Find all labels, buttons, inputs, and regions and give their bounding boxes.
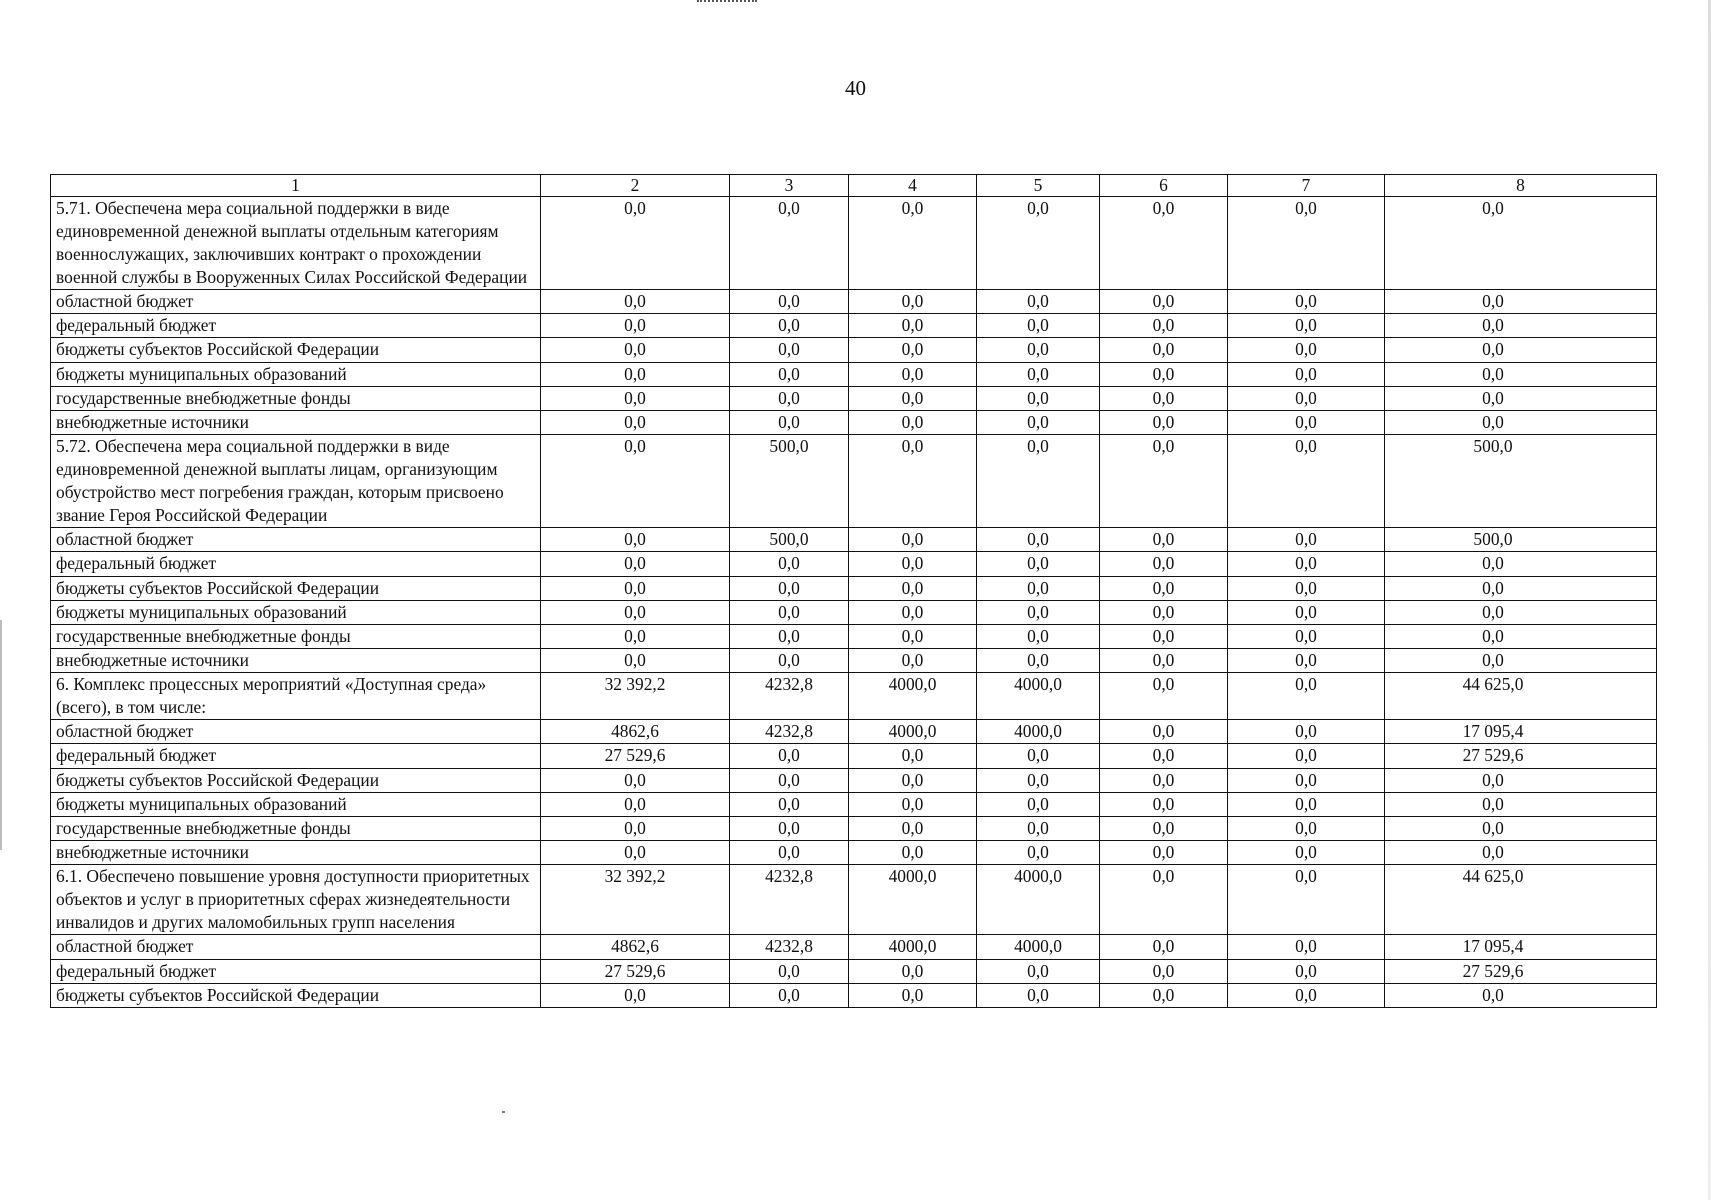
value-cell-col-6: 0,0: [1100, 817, 1228, 841]
value-cell-col-6: 0,0: [1100, 673, 1228, 720]
value-cell-col-8: 0,0: [1385, 600, 1657, 624]
value-cell-col-3: 4232,8: [730, 865, 849, 935]
table-row-source: [51, 552, 1657, 576]
funding-source-cell: бюджеты субъектов Российской Федерации: [51, 338, 541, 362]
column-number-1: 1: [51, 175, 541, 197]
funding-source-cell: бюджеты муниципальных образований: [51, 792, 541, 816]
column-number-7: 7: [1228, 175, 1385, 197]
value-cell-col-5: 0,0: [977, 290, 1100, 314]
value-cell-col-8: 0,0: [1385, 552, 1657, 576]
value-cell-col-3: 0,0: [730, 959, 849, 983]
scan-artifact-left-edge: [0, 620, 2, 850]
value-cell-col-7: 0,0: [1228, 290, 1385, 314]
value-cell-col-5: 0,0: [977, 386, 1100, 410]
value-cell-col-8: 0,0: [1385, 792, 1657, 816]
value-cell-col-4: 0,0: [849, 600, 977, 624]
value-cell-col-5: 4000,0: [977, 720, 1100, 744]
table-row-source: [51, 720, 1657, 744]
column-number-3: 3: [730, 175, 849, 197]
value-cell-col-5: 0,0: [977, 314, 1100, 338]
value-cell-col-4: 0,0: [849, 362, 977, 386]
value-cell-col-3: 0,0: [730, 410, 849, 434]
value-cell-col-5: 0,0: [977, 768, 1100, 792]
value-cell-col-6: 0,0: [1100, 768, 1228, 792]
value-cell-col-8: 0,0: [1385, 624, 1657, 648]
value-cell-col-7: 0,0: [1228, 600, 1385, 624]
value-cell-col-2: 0,0: [541, 649, 730, 673]
value-cell-col-2: 0,0: [541, 528, 730, 552]
value-cell-col-3: 0,0: [730, 290, 849, 314]
item-name-cell: 6.1. Обеспечено повышение уровня доступности приоритетных объектов и услуг в приоритетных сферах жизнедеятельности инвалидов и других маломобильных групп населения: [51, 865, 541, 935]
value-cell-col-7: 0,0: [1228, 197, 1385, 290]
value-cell-col-2: 0,0: [541, 552, 730, 576]
table-row-source: [51, 600, 1657, 624]
value-cell-col-7: 0,0: [1228, 528, 1385, 552]
value-cell-col-6: 0,0: [1100, 552, 1228, 576]
value-cell-col-2: 0,0: [541, 624, 730, 648]
value-cell-col-7: 0,0: [1228, 362, 1385, 386]
value-cell-col-2: 0,0: [541, 792, 730, 816]
page-number: 40: [845, 76, 866, 100]
value-cell-col-8: 0,0: [1385, 768, 1657, 792]
value-cell-col-6: 0,0: [1100, 744, 1228, 768]
value-cell-col-2: 27 529,6: [541, 744, 730, 768]
value-cell-col-2: 0,0: [541, 338, 730, 362]
value-cell-col-6: 0,0: [1100, 720, 1228, 744]
column-number-2: 2: [541, 175, 730, 197]
value-cell-col-3: 4232,8: [730, 673, 849, 720]
value-cell-col-6: 0,0: [1100, 959, 1228, 983]
funding-source-cell: внебюджетные источники: [51, 649, 541, 673]
value-cell-col-2: 0,0: [541, 314, 730, 338]
value-cell-col-6: 0,0: [1100, 983, 1228, 1007]
item-name-cell: 5.71. Обеспечена мера социальной поддержки в виде единовременной денежной выплаты отдельным категориям военнослужащих, заключивших контракт о прохождении военной службы в Вооруженных Силах Российской Федерации: [51, 197, 541, 290]
value-cell-col-7: 0,0: [1228, 624, 1385, 648]
value-cell-col-5: 0,0: [977, 817, 1100, 841]
item-name-cell: 6. Комплекс процессных мероприятий «Доступная среда» (всего), в том числе:: [51, 673, 541, 720]
value-cell-col-6: 0,0: [1100, 576, 1228, 600]
value-cell-col-3: 0,0: [730, 817, 849, 841]
value-cell-col-3: 0,0: [730, 768, 849, 792]
table-row-item: [51, 197, 1657, 290]
value-cell-col-4: 0,0: [849, 552, 977, 576]
value-cell-col-7: 0,0: [1228, 792, 1385, 816]
table-row-source: [51, 768, 1657, 792]
value-cell-col-3: 500,0: [730, 528, 849, 552]
value-cell-col-6: 0,0: [1100, 600, 1228, 624]
value-cell-col-3: 0,0: [730, 338, 849, 362]
column-number-8: 8: [1385, 175, 1657, 197]
value-cell-col-8: 0,0: [1385, 290, 1657, 314]
table-row-item: [51, 435, 1657, 528]
table-row-source: [51, 528, 1657, 552]
value-cell-col-4: 0,0: [849, 410, 977, 434]
value-cell-col-7: 0,0: [1228, 983, 1385, 1007]
funding-source-cell: федеральный бюджет: [51, 959, 541, 983]
value-cell-col-8: 0,0: [1385, 338, 1657, 362]
value-cell-col-7: 0,0: [1228, 435, 1385, 528]
item-name-cell: 5.72. Обеспечена мера социальной поддержки в виде единовременной денежной выплаты лицам, организующим обустройство мест погребения граждан, которым присвоено звание Героя Российской Федерации: [51, 435, 541, 528]
value-cell-col-7: 0,0: [1228, 865, 1385, 935]
funding-source-cell: федеральный бюджет: [51, 744, 541, 768]
value-cell-col-8: 17 095,4: [1385, 720, 1657, 744]
value-cell-col-2: 0,0: [541, 768, 730, 792]
column-number-5: 5: [977, 175, 1100, 197]
value-cell-col-2: 0,0: [541, 386, 730, 410]
value-cell-col-7: 0,0: [1228, 720, 1385, 744]
value-cell-col-3: 0,0: [730, 983, 849, 1007]
value-cell-col-5: 0,0: [977, 959, 1100, 983]
value-cell-col-5: 0,0: [977, 362, 1100, 386]
value-cell-col-4: 0,0: [849, 817, 977, 841]
value-cell-col-2: 0,0: [541, 576, 730, 600]
value-cell-col-8: 27 529,6: [1385, 744, 1657, 768]
value-cell-col-4: 0,0: [849, 528, 977, 552]
value-cell-col-8: 0,0: [1385, 410, 1657, 434]
value-cell-col-4: 0,0: [849, 576, 977, 600]
value-cell-col-7: 0,0: [1228, 386, 1385, 410]
value-cell-col-2: 0,0: [541, 435, 730, 528]
value-cell-col-5: 0,0: [977, 983, 1100, 1007]
value-cell-col-8: 0,0: [1385, 841, 1657, 865]
funding-source-cell: внебюджетные источники: [51, 410, 541, 434]
value-cell-col-2: 0,0: [541, 983, 730, 1007]
value-cell-col-2: 0,0: [541, 362, 730, 386]
value-cell-col-3: 0,0: [730, 600, 849, 624]
funding-source-cell: бюджеты субъектов Российской Федерации: [51, 576, 541, 600]
table-row-source: [51, 841, 1657, 865]
budget-table-body: [51, 175, 1657, 1008]
value-cell-col-4: 0,0: [849, 197, 977, 290]
funding-source-cell: областной бюджет: [51, 935, 541, 959]
table-row-source: [51, 817, 1657, 841]
funding-source-cell: федеральный бюджет: [51, 552, 541, 576]
value-cell-col-3: 0,0: [730, 576, 849, 600]
table-row-source: [51, 576, 1657, 600]
table-row-source: [51, 338, 1657, 362]
table-row-source: [51, 792, 1657, 816]
value-cell-col-5: 0,0: [977, 338, 1100, 362]
value-cell-col-3: 0,0: [730, 841, 849, 865]
value-cell-col-6: 0,0: [1100, 197, 1228, 290]
value-cell-col-8: 27 529,6: [1385, 959, 1657, 983]
value-cell-col-6: 0,0: [1100, 314, 1228, 338]
value-cell-col-8: 44 625,0: [1385, 865, 1657, 935]
value-cell-col-4: 0,0: [849, 983, 977, 1007]
value-cell-col-2: 4862,6: [541, 720, 730, 744]
value-cell-col-4: 0,0: [849, 386, 977, 410]
value-cell-col-2: 0,0: [541, 410, 730, 434]
value-cell-col-4: 4000,0: [849, 720, 977, 744]
value-cell-col-2: 0,0: [541, 841, 730, 865]
column-number-4: 4: [849, 175, 977, 197]
value-cell-col-6: 0,0: [1100, 338, 1228, 362]
value-cell-col-7: 0,0: [1228, 817, 1385, 841]
value-cell-col-6: 0,0: [1100, 362, 1228, 386]
value-cell-col-5: 0,0: [977, 435, 1100, 528]
table-row-source: [51, 410, 1657, 434]
value-cell-col-3: 4232,8: [730, 720, 849, 744]
value-cell-col-6: 0,0: [1100, 290, 1228, 314]
value-cell-col-7: 0,0: [1228, 673, 1385, 720]
value-cell-col-4: 4000,0: [849, 865, 977, 935]
value-cell-col-8: 0,0: [1385, 649, 1657, 673]
funding-source-cell: внебюджетные источники: [51, 841, 541, 865]
budget-table: [50, 174, 1657, 1008]
value-cell-col-7: 0,0: [1228, 959, 1385, 983]
table-row-source: [51, 959, 1657, 983]
value-cell-col-6: 0,0: [1100, 865, 1228, 935]
funding-source-cell: областной бюджет: [51, 290, 541, 314]
value-cell-col-3: 0,0: [730, 386, 849, 410]
value-cell-col-5: 0,0: [977, 410, 1100, 434]
value-cell-col-4: 0,0: [849, 314, 977, 338]
value-cell-col-5: 0,0: [977, 576, 1100, 600]
table-row-source: [51, 649, 1657, 673]
value-cell-col-8: 0,0: [1385, 314, 1657, 338]
funding-source-cell: областной бюджет: [51, 528, 541, 552]
value-cell-col-4: 0,0: [849, 435, 977, 528]
value-cell-col-2: 32 392,2: [541, 673, 730, 720]
value-cell-col-6: 0,0: [1100, 935, 1228, 959]
value-cell-col-3: 0,0: [730, 197, 849, 290]
value-cell-col-3: 0,0: [730, 744, 849, 768]
value-cell-col-2: 27 529,6: [541, 959, 730, 983]
value-cell-col-6: 0,0: [1100, 435, 1228, 528]
funding-source-cell: государственные внебюджетные фонды: [51, 624, 541, 648]
value-cell-col-3: 0,0: [730, 649, 849, 673]
table-row-source: [51, 386, 1657, 410]
value-cell-col-6: 0,0: [1100, 649, 1228, 673]
value-cell-col-7: 0,0: [1228, 552, 1385, 576]
funding-source-cell: государственные внебюджетные фонды: [51, 817, 541, 841]
value-cell-col-4: 0,0: [849, 624, 977, 648]
value-cell-col-7: 0,0: [1228, 649, 1385, 673]
value-cell-col-8: 0,0: [1385, 362, 1657, 386]
table-row-source: [51, 744, 1657, 768]
value-cell-col-2: 0,0: [541, 817, 730, 841]
value-cell-col-4: 0,0: [849, 338, 977, 362]
value-cell-col-6: 0,0: [1100, 841, 1228, 865]
table-row-source: [51, 290, 1657, 314]
value-cell-col-2: 32 392,2: [541, 865, 730, 935]
funding-source-cell: бюджеты муниципальных образований: [51, 362, 541, 386]
value-cell-col-5: 0,0: [977, 624, 1100, 648]
value-cell-col-4: 0,0: [849, 841, 977, 865]
funding-source-cell: бюджеты субъектов Российской Федерации: [51, 768, 541, 792]
table-row-source: [51, 624, 1657, 648]
value-cell-col-8: 17 095,4: [1385, 935, 1657, 959]
value-cell-col-7: 0,0: [1228, 410, 1385, 434]
value-cell-col-5: 0,0: [977, 649, 1100, 673]
value-cell-col-3: 0,0: [730, 552, 849, 576]
value-cell-col-8: 0,0: [1385, 576, 1657, 600]
funding-source-cell: федеральный бюджет: [51, 314, 541, 338]
value-cell-col-5: 4000,0: [977, 865, 1100, 935]
table-row-source: [51, 362, 1657, 386]
value-cell-col-8: 500,0: [1385, 435, 1657, 528]
value-cell-col-4: 0,0: [849, 792, 977, 816]
value-cell-col-8: 0,0: [1385, 983, 1657, 1007]
value-cell-col-3: 0,0: [730, 624, 849, 648]
value-cell-col-6: 0,0: [1100, 386, 1228, 410]
value-cell-col-3: 0,0: [730, 314, 849, 338]
value-cell-col-4: 0,0: [849, 768, 977, 792]
value-cell-col-5: 4000,0: [977, 935, 1100, 959]
table-row-source: [51, 314, 1657, 338]
value-cell-col-2: 4862,6: [541, 935, 730, 959]
table-row-item: [51, 865, 1657, 935]
value-cell-col-7: 0,0: [1228, 576, 1385, 600]
table-row-source: [51, 983, 1657, 1007]
value-cell-col-7: 0,0: [1228, 768, 1385, 792]
table-row-item: [51, 673, 1657, 720]
value-cell-col-6: 0,0: [1100, 792, 1228, 816]
value-cell-col-3: 500,0: [730, 435, 849, 528]
value-cell-col-7: 0,0: [1228, 744, 1385, 768]
value-cell-col-5: 4000,0: [977, 673, 1100, 720]
value-cell-col-5: 0,0: [977, 552, 1100, 576]
table-row-source: [51, 935, 1657, 959]
value-cell-col-6: 0,0: [1100, 410, 1228, 434]
value-cell-col-8: 500,0: [1385, 528, 1657, 552]
value-cell-col-5: 0,0: [977, 528, 1100, 552]
value-cell-col-6: 0,0: [1100, 624, 1228, 648]
scan-artifact-dot: [502, 1111, 505, 1113]
value-cell-col-4: 4000,0: [849, 673, 977, 720]
column-number-row: [51, 175, 1657, 197]
value-cell-col-2: 0,0: [541, 290, 730, 314]
value-cell-col-7: 0,0: [1228, 314, 1385, 338]
value-cell-col-7: 0,0: [1228, 841, 1385, 865]
value-cell-col-4: 0,0: [849, 649, 977, 673]
value-cell-col-5: 0,0: [977, 841, 1100, 865]
value-cell-col-8: 44 625,0: [1385, 673, 1657, 720]
value-cell-col-8: 0,0: [1385, 197, 1657, 290]
value-cell-col-4: 0,0: [849, 290, 977, 314]
value-cell-col-4: 0,0: [849, 744, 977, 768]
funding-source-cell: областной бюджет: [51, 720, 541, 744]
value-cell-col-5: 0,0: [977, 744, 1100, 768]
value-cell-col-3: 4232,8: [730, 935, 849, 959]
value-cell-col-5: 0,0: [977, 792, 1100, 816]
value-cell-col-8: 0,0: [1385, 386, 1657, 410]
value-cell-col-7: 0,0: [1228, 338, 1385, 362]
scan-artifact-top: [697, 0, 757, 5]
funding-source-cell: бюджеты муниципальных образований: [51, 600, 541, 624]
column-number-6: 6: [1100, 175, 1228, 197]
value-cell-col-4: 0,0: [849, 959, 977, 983]
value-cell-col-5: 0,0: [977, 197, 1100, 290]
value-cell-col-7: 0,0: [1228, 935, 1385, 959]
value-cell-col-3: 0,0: [730, 362, 849, 386]
value-cell-col-2: 0,0: [541, 197, 730, 290]
funding-source-cell: государственные внебюджетные фонды: [51, 386, 541, 410]
value-cell-col-5: 0,0: [977, 600, 1100, 624]
value-cell-col-2: 0,0: [541, 600, 730, 624]
value-cell-col-8: 0,0: [1385, 817, 1657, 841]
value-cell-col-6: 0,0: [1100, 528, 1228, 552]
value-cell-col-3: 0,0: [730, 792, 849, 816]
funding-source-cell: бюджеты субъектов Российской Федерации: [51, 983, 541, 1007]
value-cell-col-4: 4000,0: [849, 935, 977, 959]
